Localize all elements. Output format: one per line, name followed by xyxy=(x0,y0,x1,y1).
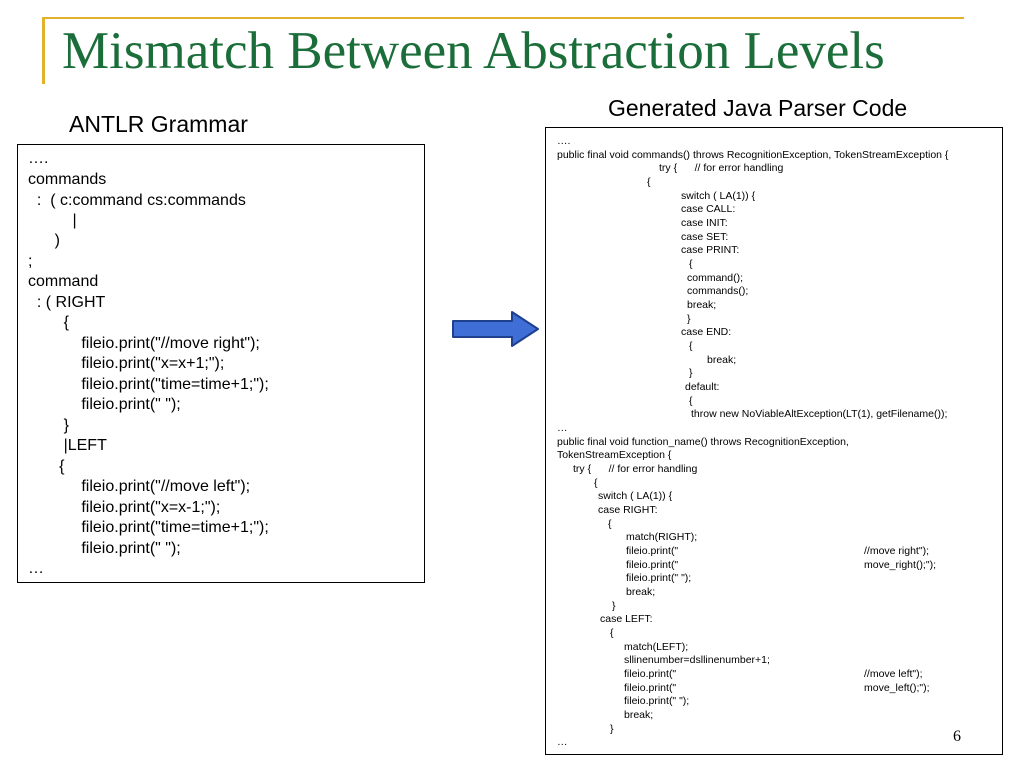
java-line: switch ( LA(1)) { xyxy=(598,490,673,502)
antlr-grammar-label: ANTLR Grammar xyxy=(69,111,248,137)
java-line: } xyxy=(610,723,614,735)
java-line: move_right();"); xyxy=(864,559,936,571)
grammar-line: fileio.print("x=x-1;"); xyxy=(28,499,221,516)
java-line: break; xyxy=(707,354,737,366)
grammar-line: } xyxy=(28,417,69,434)
grammar-line: fileio.print("time=time+1;"); xyxy=(28,376,269,393)
java-line: switch ( LA(1)) { xyxy=(681,190,756,202)
java-line: { xyxy=(689,258,693,270)
grammar-line: fileio.print("x=x+1;"); xyxy=(28,355,225,372)
accent-vertical-bar xyxy=(42,17,45,84)
java-line: … xyxy=(557,736,568,748)
java-line: fileio.print(" "); xyxy=(626,572,692,584)
grammar-line: …. xyxy=(28,150,49,167)
grammar-line: : ( c:command cs:commands xyxy=(28,192,246,209)
java-line: default: xyxy=(685,381,720,393)
java-line: case PRINT: xyxy=(681,244,740,256)
java-line: { xyxy=(594,477,598,489)
java-line: sllinenumber=dsllinenumber+1; xyxy=(624,654,770,666)
java-line: case CALL: xyxy=(681,203,736,215)
grammar-line: | xyxy=(28,212,77,229)
page-number: 6 xyxy=(953,728,961,745)
accent-horizontal-bar xyxy=(42,17,964,19)
grammar-line: fileio.print("//move left"); xyxy=(28,478,251,495)
grammar-line: commands xyxy=(28,171,107,188)
java-line: move_left();"); xyxy=(864,682,930,694)
grammar-line: { xyxy=(28,458,65,475)
java-line: } xyxy=(689,367,693,379)
java-line: { xyxy=(608,518,612,530)
java-line: public final void commands() throws RecognitionException, TokenStreamException { xyxy=(557,149,949,161)
grammar-line: ) xyxy=(28,232,60,249)
java-line: //move left"); xyxy=(864,668,923,680)
java-line: { xyxy=(647,176,651,188)
java-line: throw new NoViableAltException(LT(1), getFilename()); xyxy=(691,408,948,420)
java-line: break; xyxy=(687,299,717,311)
grammar-line: command xyxy=(28,273,99,290)
java-line: … xyxy=(557,422,568,434)
grammar-line: { xyxy=(28,314,69,331)
grammar-line: fileio.print("time=time+1;"); xyxy=(28,519,269,536)
java-code-box xyxy=(545,127,1003,755)
grammar-line: fileio.print(" "); xyxy=(28,396,181,413)
java-line: TokenStreamException { xyxy=(557,449,672,461)
java-line: fileio.print(" xyxy=(626,545,679,557)
java-line: command(); xyxy=(687,272,744,284)
java-line: break; xyxy=(624,709,654,721)
grammar-line: fileio.print(" "); xyxy=(28,540,181,557)
java-line: case SET: xyxy=(681,231,729,243)
java-line: fileio.print(" xyxy=(624,668,677,680)
java-line: case RIGHT: xyxy=(598,504,658,516)
java-line: break; xyxy=(626,586,656,598)
java-line: try { // for error handling xyxy=(659,162,784,174)
java-line: fileio.print(" "); xyxy=(624,695,690,707)
java-line: match(LEFT); xyxy=(624,641,689,653)
grammar-line: |LEFT xyxy=(28,437,107,454)
right-arrow-icon xyxy=(452,310,540,348)
java-line: case LEFT: xyxy=(600,613,653,625)
java-line: case END: xyxy=(681,326,732,338)
java-line: { xyxy=(689,395,693,407)
java-line: //move right"); xyxy=(864,545,929,557)
java-line: case INIT: xyxy=(681,217,728,229)
grammar-line: : ( RIGHT xyxy=(28,294,106,311)
java-line: …. xyxy=(557,135,571,147)
java-line: fileio.print(" xyxy=(626,559,679,571)
java-parser-label: Generated Java Parser Code xyxy=(608,95,908,121)
java-line: match(RIGHT); xyxy=(626,531,698,543)
java-line: commands(); xyxy=(687,285,749,297)
java-line: try { // for error handling xyxy=(573,463,698,475)
java-line: fileio.print(" xyxy=(624,682,677,694)
java-line: } xyxy=(612,600,616,612)
java-line: { xyxy=(689,340,693,352)
grammar-code-box xyxy=(17,144,425,583)
java-line: public final void function_name() throws RecognitionException, xyxy=(557,436,849,448)
grammar-line: fileio.print("//move right"); xyxy=(28,335,260,352)
grammar-line: … xyxy=(28,560,44,577)
slide-title: Mismatch Between Abstraction Levels xyxy=(62,22,885,80)
java-line: } xyxy=(687,313,691,325)
grammar-line: ; xyxy=(28,253,33,270)
java-line: { xyxy=(610,627,614,639)
